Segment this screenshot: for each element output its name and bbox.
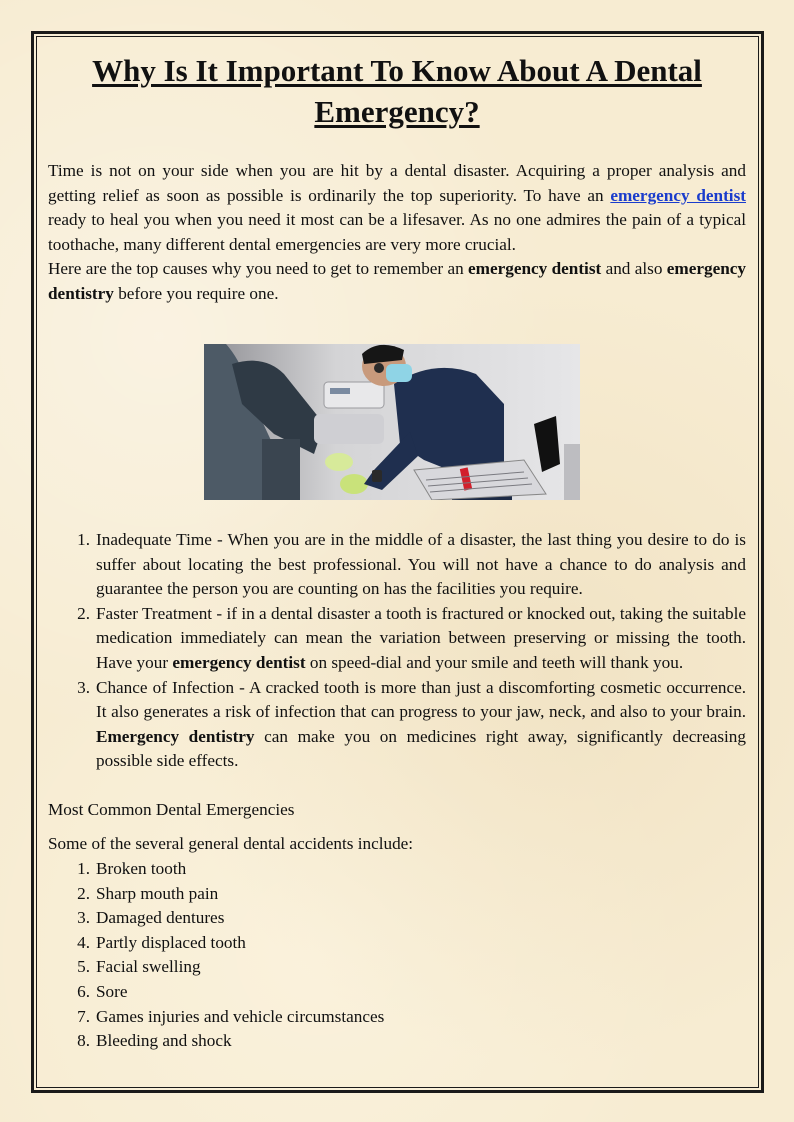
item-number: 7. <box>77 1006 90 1026</box>
list-item <box>48 882 746 907</box>
page-title: Why Is It Important To Know About A Dental Emergency? <box>92 53 702 129</box>
cause-bold: Emergency dentistry <box>96 726 255 746</box>
item-text: Damaged dentures <box>96 908 225 928</box>
item-text: Games injuries and vehicle circumstances <box>96 1006 385 1026</box>
item-number: 4. <box>77 932 90 952</box>
item-number: 3. <box>77 908 90 928</box>
document-body <box>48 46 746 1054</box>
causes-list <box>48 528 746 774</box>
cause-text-end: can make you on medicines right away, significantly decreasing possible side effects. <box>96 726 746 771</box>
intro-text-1: Time is not on your side when you are hit by a dental disaster. Acquiring a proper analysis and getting relief as soon as possible is ordinarily the top superiority. To have an <box>48 161 746 205</box>
item-text: Sore <box>96 981 128 1001</box>
intro-bold-2: emergency dentistry <box>48 259 746 303</box>
intro-paragraph <box>48 159 746 306</box>
cause-text: Chance of Infection - A cracked tooth is more than just a discomforting cosmetic occurrence. It also generates a risk of infection that can progress to your jaw, neck, and also to your brain. <box>96 677 746 722</box>
list-item <box>48 980 746 1005</box>
list-item <box>48 955 746 980</box>
list-item <box>48 931 746 956</box>
cause-number: 2. <box>77 603 90 623</box>
section-intro: Some of the several general dental accidents include: <box>48 834 414 854</box>
cause-number: 1. <box>77 530 90 549</box>
item-text: Bleeding and shock <box>96 1031 232 1051</box>
cause-item <box>48 676 746 774</box>
cause-text-end: on speed-dial and your smile and teeth will thank you. <box>305 652 684 672</box>
item-text: Partly displaced tooth <box>96 932 246 952</box>
item-text: Sharp mouth pain <box>96 883 219 903</box>
list-item <box>48 1005 746 1030</box>
intro-text-2: ready to heal you when you need it most can be a lifesaver. As no one admires the pain of a typical toothache, many different dental emergencies are very more crucial. <box>48 210 746 254</box>
cause-number: 3. <box>77 677 90 697</box>
cause-text: Inadequate Time - When you are in the middle of a disaster, the last thing you desire to do is suffer about locating the best professional. You will not have a chance to do analysis and guarantee the person you are counting on has the facilities you require. <box>96 530 746 599</box>
item-number: 2. <box>77 883 90 903</box>
list-item <box>48 1029 746 1054</box>
item-text: Broken tooth <box>96 858 187 878</box>
item-number: 6. <box>77 981 90 1001</box>
intro-text-4: and also <box>601 259 667 278</box>
item-number: 5. <box>77 957 90 977</box>
item-number: 8. <box>77 1031 90 1051</box>
cause-text: Faster Treatment - if in a dental disaster a tooth is fractured or knocked out, taking the suitable medication immediately can mean the variation between preserving or missing the tooth. Have your <box>96 603 746 672</box>
emergencies-list <box>48 857 746 1054</box>
intro-text-3: Here are the top causes why you need to get to remember an <box>48 259 469 278</box>
dentist-photo <box>204 344 580 500</box>
cause-item <box>48 602 746 676</box>
item-number: 1. <box>77 858 90 878</box>
section-heading: Most Common Dental Emergencies <box>48 799 295 819</box>
cause-bold: emergency dentist <box>172 652 306 672</box>
list-item <box>48 857 746 882</box>
emergency-dentist-link[interactable]: emergency dentist <box>610 185 746 205</box>
intro-text-5: before you require one. <box>113 283 279 303</box>
intro-bold-1: emergency dentist <box>468 259 602 278</box>
item-text: Facial swelling <box>96 957 201 977</box>
list-item <box>48 906 746 931</box>
cause-item <box>48 528 746 602</box>
